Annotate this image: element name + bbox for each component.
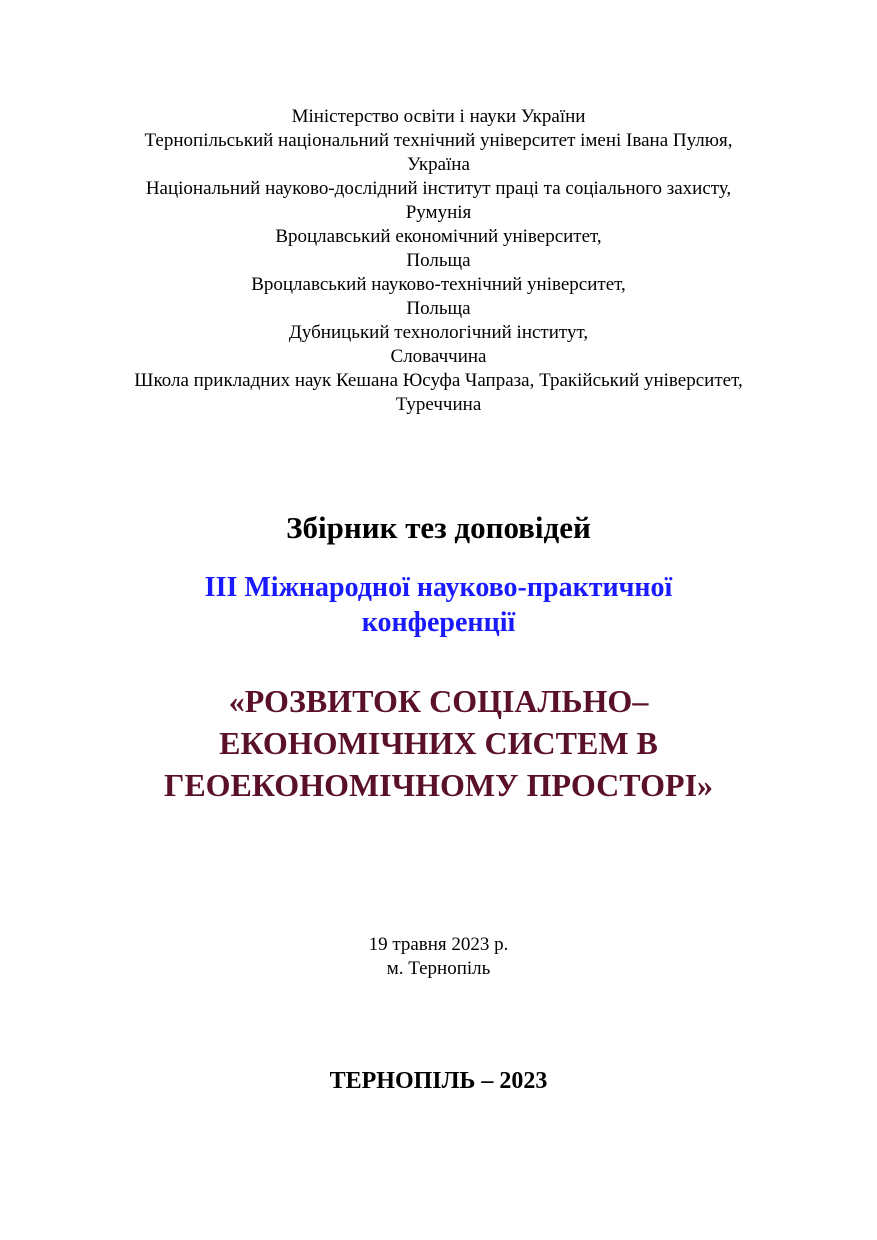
institution-line: Тернопільський національний технічний університет імені Івана Пулюя, [144, 130, 733, 151]
institution-line: Дубницький технологічний інститут, [288, 322, 589, 343]
conference-line-1: ІІІ Міжнародної науково-практичної [204, 572, 673, 603]
institution-line: Польща [406, 250, 471, 271]
institution-line: Румунія [405, 202, 472, 223]
institution-line: Національний науково-дослідний інститут праці та соціального захисту, [145, 178, 732, 199]
event-info [0, 933, 877, 981]
theme-line-2: ЕКОНОМІЧНИХ СИСТЕМ В [219, 725, 658, 761]
theme-line-3: ГЕОЕКОНОМІЧНОМУ ПРОСТОРІ» [163, 767, 714, 803]
institution-line: Словаччина [390, 346, 487, 367]
footer-city-year: ТЕРНОПІЛЬ – 2023 [329, 1068, 548, 1094]
institution-line: Вроцлавський науково-технічний університет, [251, 274, 626, 295]
institution-line: Польща [406, 298, 471, 319]
conference-theme [0, 680, 877, 806]
event-place: м. Тернопіль [386, 958, 491, 979]
institution-line: Школа прикладних наук Кешана Юсуфа Чапраза, Тракійський університет, [134, 370, 743, 391]
institution-line: Вроцлавський економічний університет, [275, 226, 602, 247]
institutions-list [60, 105, 817, 417]
institution-line: Туреччина [395, 394, 482, 415]
conference-line-2: конференції [361, 607, 516, 638]
theme-line-1: «РОЗВИТОК СОЦІАЛЬНО– [228, 683, 649, 719]
institution-line: Міністерство освіти і науки України [291, 106, 586, 127]
institution-line: Україна [407, 154, 470, 175]
event-date: 19 травня 2023 р. [368, 934, 509, 955]
conference-title [0, 570, 877, 640]
collection-title: Збірник тез доповідей [286, 510, 591, 545]
